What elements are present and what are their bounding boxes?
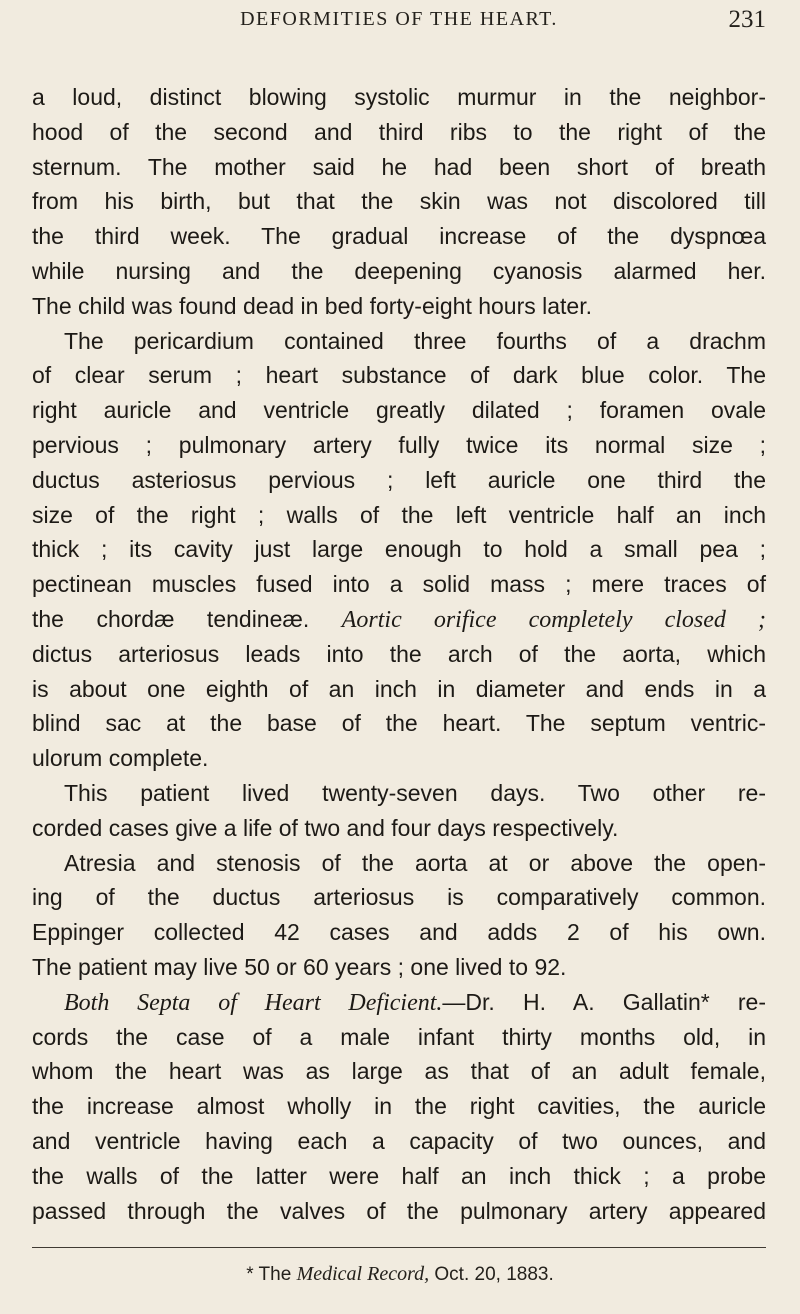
text-line: Eppinger collected 42 cases and adds 2 of his own.: [32, 919, 766, 946]
text-line: a loud, distinct blowing systolic murmur in the neighbor-: [32, 84, 766, 110]
text-line: blind sac at the base of the heart. The septum ventric-: [32, 710, 766, 737]
text-line: dictus arteriosus leads into the arch of the aorta, which: [32, 640, 766, 667]
footnote-source: Medical Record,: [296, 1263, 430, 1285]
text-line: passed through the valves of the pulmonary artery appeared: [32, 1197, 766, 1224]
text-line: sternum. The mother said he had been short of breath: [32, 153, 766, 180]
text-line: whom the heart was as large as that of an adult female,: [32, 1058, 766, 1085]
text-segment: the chordæ tendineæ.: [32, 605, 310, 632]
text-line: of clear serum ; heart substance of dark blue color. The: [32, 362, 766, 389]
italic-heading: Both Septa of Heart Deficient.: [64, 989, 443, 1016]
text-segment: —Dr. H. A. Gallatin* re-: [442, 988, 766, 1015]
text-line: This patient lived twenty-seven days. Two other re-: [64, 779, 766, 806]
text-line: pectinean muscles fused into a solid mass ; mere traces of: [32, 571, 766, 598]
text-line: the third week. The gradual increase of the dyspnœa: [32, 223, 766, 250]
page-number: 231: [728, 6, 766, 33]
running-title: DEFORMITIES OF THE HEART.: [240, 8, 558, 30]
text-line: [32, 985, 766, 1020]
text-line: the increase almost wholly in the right cavities, the auricle: [32, 1093, 766, 1120]
text-line: The patient may live 50 or 60 years ; one lived to 92.: [32, 953, 567, 980]
text-line: ulorum complete.: [32, 745, 209, 772]
text-line: ductus asteriosus pervious ; left auricle one third the: [32, 466, 766, 493]
text-line: The pericardium contained three fourths of a drachm: [64, 327, 766, 354]
text-line: thick ; its cavity just large enough to hold a small pea ;: [32, 536, 766, 563]
text-line: corded cases give a life of two and four days respectively.: [32, 814, 619, 841]
footnote-marker: * The: [246, 1264, 297, 1285]
text-line: right auricle and ventricle greatly dilated ; foramen ovale: [32, 397, 766, 424]
text-line: cords the case of a male infant thirty months old, in: [32, 1023, 766, 1050]
text-line: Atresia and stenosis of the aorta at or above the open-: [64, 849, 766, 876]
text-line: from his birth, but that the skin was not discolored till: [32, 188, 766, 215]
text-line: is about one eighth of an inch in diameter and ends in a: [32, 675, 766, 702]
body-text: [32, 44, 766, 1228]
text-line: the walls of the latter were half an inch thick ; a probe: [32, 1162, 766, 1189]
text-line: The child was found dead in bed forty-eight hours later.: [32, 292, 593, 319]
text-line: hood of the second and third ribs to the right of the: [32, 118, 766, 145]
italic-phrase: Aortic orifice completely closed ;: [341, 606, 767, 633]
text-line: and ventricle having each a capacity of two ounces, and: [32, 1127, 766, 1154]
text-line: while nursing and the deepening cyanosis alarmed her.: [32, 257, 766, 284]
text-line: pervious ; pulmonary artery fully twice its normal size ;: [32, 431, 766, 458]
text-line: [32, 602, 766, 637]
text-line: ing of the ductus arteriosus is comparatively common.: [32, 884, 766, 911]
footnote-rule: [32, 1247, 766, 1248]
footnote-date: Oct. 20, 1883.: [429, 1264, 554, 1285]
footnote: [0, 1263, 800, 1286]
text-line: size of the right ; walls of the left ventricle half an inch: [32, 501, 766, 528]
running-head: [32, 0, 766, 44]
